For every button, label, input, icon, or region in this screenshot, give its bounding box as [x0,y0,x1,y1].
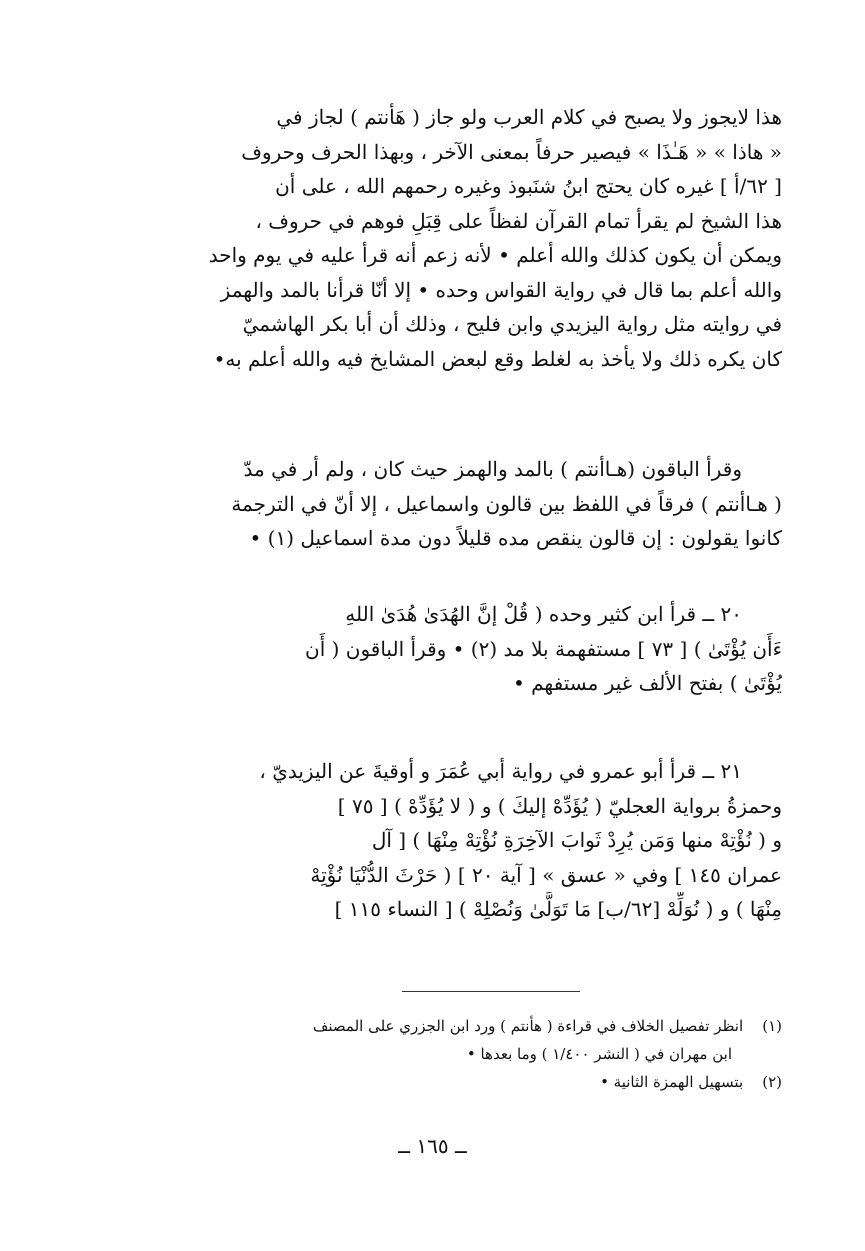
footnote-1-continued: ابن مهران في ( النشر ١/٤٠٠ ) وما بعدها • [466,1045,732,1063]
text-line: كان يكره ذلك ولا يأخذ به لغلط وقع لبعض المشايخ فيه والله أعلم به• [213,346,782,371]
page-number: ــ ١٦٥ ــ [398,1134,467,1158]
text-line: يُؤْتَىٰ ) بفتح الألف غير مستفهم • [512,671,782,695]
text-line: مِنْهَا ) و ( نُوَلِّهْ [٦٢/ب] مَا تَوَلَّىٰ وَنُصْلِهْ ) [ النساء ١١٥ ] [334,897,782,921]
footnotes [92,1012,782,1096]
text-line: هذا الشيخ لم يقرأ تمام القرآن لفظاً على قِبَلِ فوهم في حروف ، [255,208,782,233]
paragraph-2 [92,452,782,556]
text-line: في روايته مثل رواية اليزيدي وابن فليح ، وذلك أن أبا بكر الهاشميّ [242,312,782,336]
footnote-1 [92,1012,782,1040]
text-line: وقرأ الباقون (هـاأنتم ) بالمد والهمز حيث كان ، ولم أر في مدّ [243,457,742,481]
text-line: ويمكن أن يكون كذلك والله أعلم • لأنه زعم أنه قرأ عليه في يوم واحد [208,243,782,267]
text-line: وحمزةُ برواية العجليّ ( يُؤَدِّهْ إليكَ ) و ( لا يُؤَدِّهْ ) [ ٧٥ ] [337,793,782,818]
text-line: [ ٦٢/أ ] غيره كان يحتج ابنُ شنَبوذ وغيره رحمهم الله ، على أن [275,174,782,198]
paragraph-1 [92,100,782,376]
footnote-marker: (١) [762,1017,782,1035]
footnote-2 [92,1068,782,1096]
text-line: ٢١ ــ قرأ أبو عمرو في رواية أبي عُمَرَ و أوقيةَ عن اليزيديّ ، [259,759,742,783]
text-line: والله أعلم بما قال في رواية القواس وحده • إلا أنّا قرأنا بالمد والهمز [220,277,782,302]
text-line: ( هـاأنتم ) فرقاً في اللفظ بين قالون واسماعيل ، إلا أنّ في الترجمة [231,491,782,516]
text-line: و ( نُؤْتِهْ منها وَمَن يُرِدْ ثَوابَ الآخِرَةِ نُؤْتِهْ مِنْهَا ) [ آل [371,828,782,852]
footnote-text: بتسهيل الهمزة الثانية • [600,1073,744,1091]
footnote-divider [402,991,580,992]
text-line: هذا لايجوز ولا يصبح في كلام العرب ولو جاز ( هَأنتم ) لجاز في [276,105,782,129]
text-line: عمران ١٤٥ ] وفي « عسق » [ آية ٢٠ ] ( حَرْثَ الدُّنْيَا نُؤْتِهْ [310,862,782,887]
footnote-text: انظر تفصيل الخلاف في قراءة ( هأنتم ) ورد ابن الجزري على المصنف [312,1017,744,1035]
footnote-marker: (٢) [762,1073,782,1091]
text-line: كانوا يقولون : إن قالون ينقص مده قليلاً دون مدة اسماعيل (١) • [249,526,782,550]
paragraph-4 [92,754,782,927]
paragraph-3 [92,597,782,701]
text-line: ءَأَن يُؤْتَىٰ ) [ ٧٣ ] مستفهمة بلا مد (٢) • وقرأ الباقون ( أَن [305,636,782,661]
text-line: « هاذا » « هَـٰذَا » فيصير حرفاً بمعنى الآخر ، وبهذا الحرف وحروف [241,139,782,164]
text-line: ٢٠ ــ قرأ ابن كثير وحده ( قُلْ إنَّ الهُدَىٰ هُدَىٰ اللهِ [345,602,742,626]
